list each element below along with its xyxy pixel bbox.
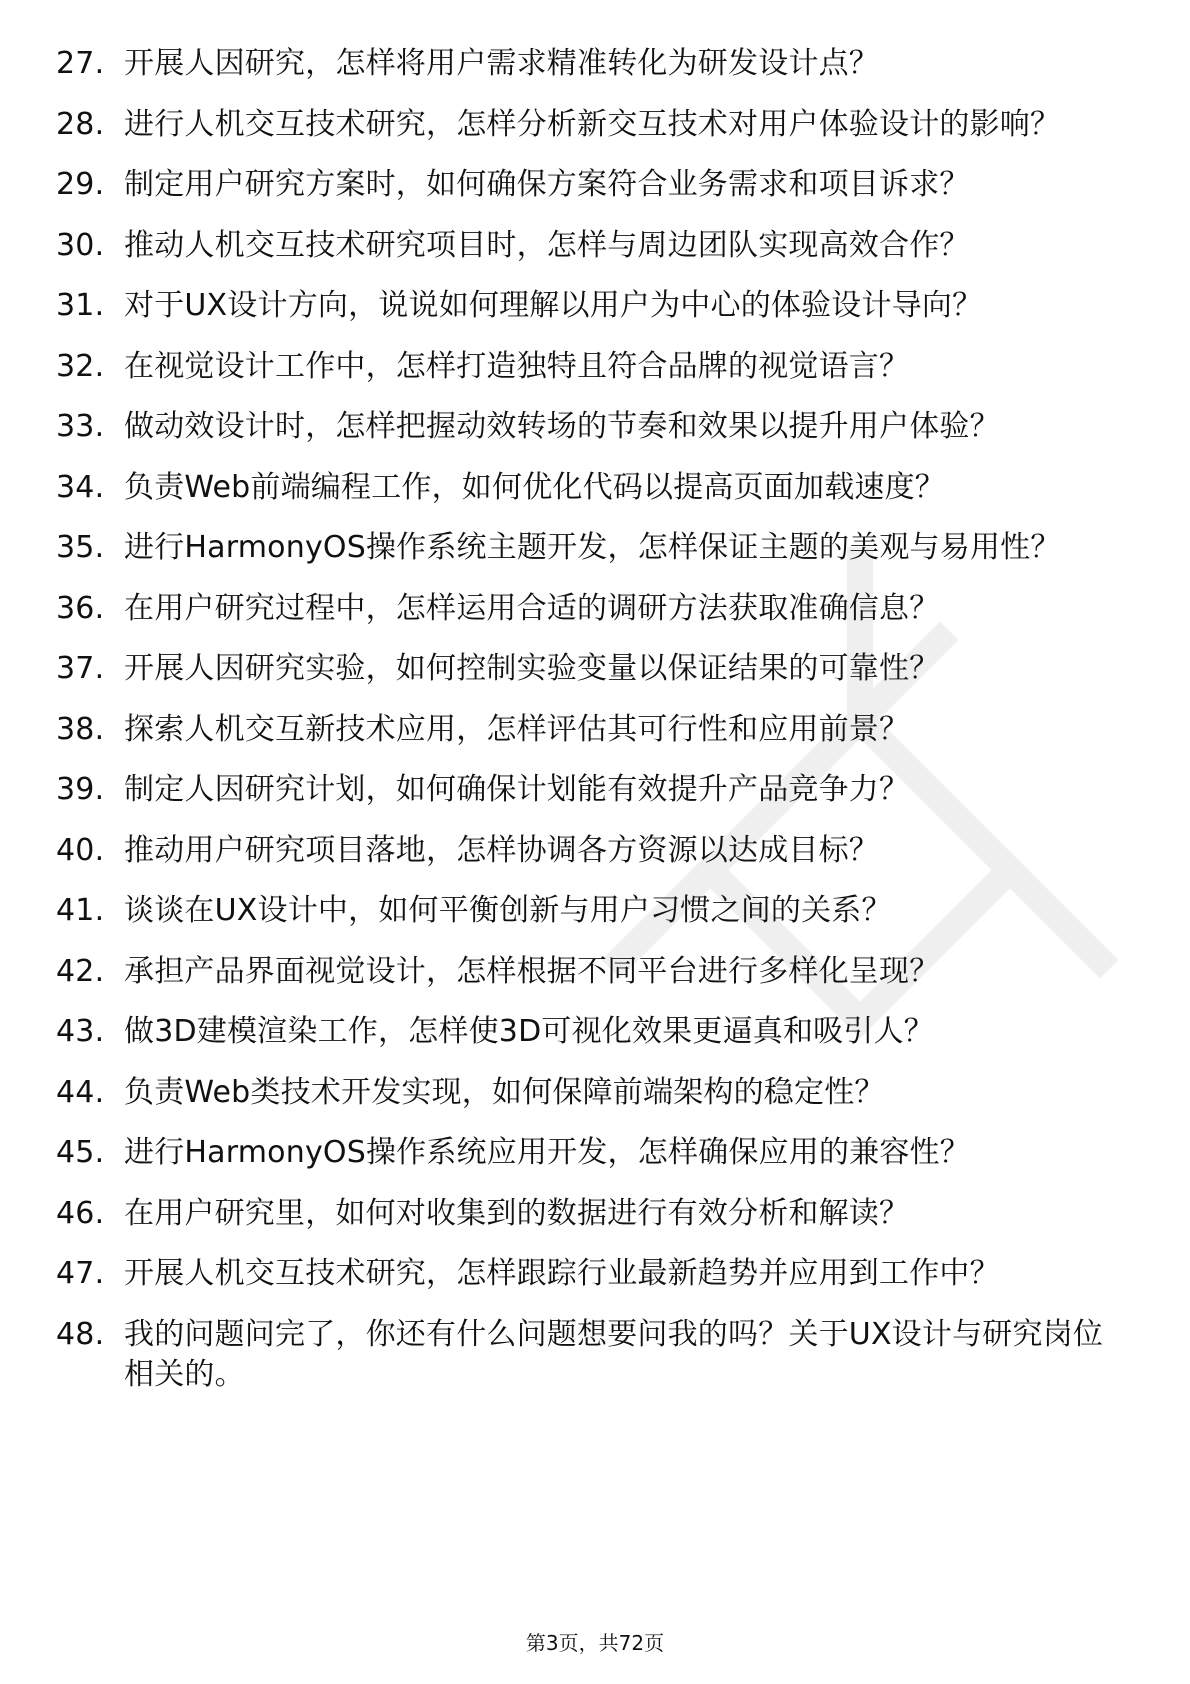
question-number: 42.	[56, 953, 105, 989]
question-text: 进行HarmonyOS操作系统主题开发，怎样保证主题的美观与易用性？	[124, 530, 1061, 565]
question-text: 制定人因研究计划，如何确保计划能有效提升产品竞争力？	[124, 772, 910, 807]
question-text: 开展人因研究，怎样将用户需求精准转化为研发设计点？	[124, 46, 879, 81]
question-text: 探索人机交互新技术应用，怎样评估其可行性和应用前景？	[124, 711, 910, 747]
question-number: 36.	[56, 590, 105, 626]
question-text: 推动人机交互技术研究项目时，怎样与周边团队实现高效合作？	[124, 227, 970, 263]
question-number: 37.	[56, 651, 105, 686]
question-number: 45.	[56, 1135, 105, 1170]
question-text: 谈谈在UX设计中，如何平衡创新与用户习惯之间的关系？	[124, 893, 892, 928]
question-number: 44.	[56, 1074, 105, 1110]
question-item	[56, 1254, 1136, 1294]
page-footer	[0, 1630, 1190, 1656]
question-number: 34.	[56, 469, 105, 505]
question-item	[56, 770, 1136, 810]
question-item	[56, 1073, 1136, 1113]
question-text: 推动用户研究项目落地，怎样协调各方资源以达成目标？	[124, 832, 879, 868]
question-text: 承担产品界面视觉设计，怎样根据不同平台进行多样化呈现？	[124, 953, 940, 989]
question-text: 制定用户研究方案时，如何确保方案符合业务需求和项目诉求？	[124, 167, 970, 202]
question-text: 在用户研究里，如何对收集到的数据进行有效分析和解读？	[124, 1195, 910, 1231]
question-text: 做动效设计时，怎样把握动效转场的节奏和效果以提升用户体验？	[124, 409, 1000, 444]
question-item	[56, 226, 1136, 266]
question-item	[56, 952, 1136, 992]
question-number: 30.	[56, 227, 105, 263]
question-number: 31.	[56, 288, 105, 323]
question-text: 在视觉设计工作中，怎样打造独特且符合品牌的视觉语言？	[124, 348, 910, 384]
question-text: 做3D建模渲染工作，怎样使3D可视化效果更逼真和吸引人？	[124, 1014, 934, 1049]
page-number-label: 第3页，共72页	[525, 1631, 665, 1655]
question-number: 38.	[56, 711, 105, 747]
question-item	[56, 891, 1136, 931]
question-text: 开展人机交互技术研究，怎样跟踪行业最新趋势并应用到工作中？	[124, 1256, 1000, 1291]
question-number: 32.	[56, 348, 105, 384]
question-item	[56, 1012, 1136, 1052]
question-item	[56, 286, 1136, 326]
question-number: 33.	[56, 409, 105, 444]
question-text: 负责Web前端编程工作，如何优化代码以提高页面加载速度？	[124, 469, 946, 505]
question-item	[56, 165, 1136, 205]
question-number: 46.	[56, 1195, 105, 1231]
question-number: 43.	[56, 1014, 105, 1049]
question-item	[56, 649, 1136, 689]
question-text: 进行HarmonyOS操作系统应用开发，怎样确保应用的兼容性？	[124, 1135, 970, 1170]
question-text: 进行人机交互技术研究，怎样分析新交互技术对用户体验设计的影响？	[124, 106, 1061, 142]
question-number: 39.	[56, 772, 105, 807]
question-item	[56, 1133, 1136, 1173]
question-item	[56, 44, 1136, 84]
question-item	[56, 710, 1136, 750]
question-item	[56, 831, 1136, 871]
question-item	[56, 1315, 1136, 1395]
question-number: 47.	[56, 1256, 105, 1291]
question-number: 40.	[56, 832, 105, 868]
question-number: 48.	[56, 1316, 105, 1352]
question-text: 负责Web类技术开发实现，如何保障前端架构的稳定性？	[124, 1074, 885, 1110]
question-item	[56, 407, 1136, 447]
question-text: 对于UX设计方向，说说如何理解以用户为中心的体验设计导向？	[124, 288, 983, 323]
question-text: 在用户研究过程中，怎样运用合适的调研方法获取准确信息？	[124, 590, 940, 626]
question-text: 开展人因研究实验，如何控制实验变量以保证结果的可靠性？	[124, 651, 940, 686]
question-item	[56, 1194, 1136, 1234]
question-number: 35.	[56, 530, 105, 565]
question-number: 41.	[56, 893, 105, 928]
question-item	[56, 589, 1136, 629]
question-list	[56, 44, 1136, 1415]
question-number: 29.	[56, 167, 105, 202]
question-number: 27.	[56, 46, 105, 81]
question-item	[56, 105, 1136, 145]
question-item	[56, 468, 1136, 508]
question-item	[56, 347, 1136, 387]
question-text: 我的问题问完了，你还有什么问题想要问我的吗？关于UX设计与研究岗位相关的。	[124, 1316, 1104, 1392]
question-number: 28.	[56, 106, 105, 142]
question-item	[56, 528, 1136, 568]
